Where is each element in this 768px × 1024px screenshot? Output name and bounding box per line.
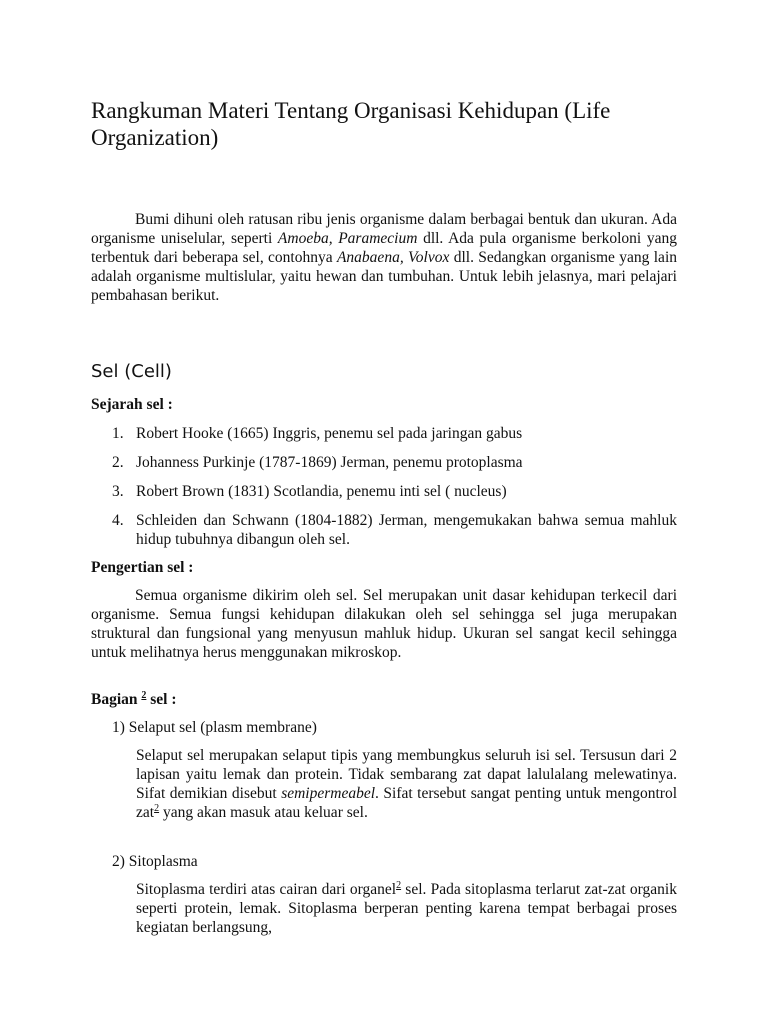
intro-text-3: dll. Sedangkan organisme yang lain adalah organisme multislular, yaitu hewan dan tumbuhan. Untuk lebih jelasnya, mari pelajari pembahasan berikut. [91,249,677,304]
bagian-heading [91,690,177,709]
intro-italic-2: Anabaena, Volvox [336,249,450,266]
pengertian-heading: Pengertian sel : [91,559,194,576]
selaput-text-3: yang akan masuk atau keluar sel. [159,804,368,821]
bagian-heading-text: Bagian [91,691,142,708]
list-item [112,424,677,443]
sitoplasma-paragraph [136,880,677,937]
intro-text-2: dll. Ada pula organisme berkoloni yang terbentuk dari beberapa sel, contohnya [91,230,677,266]
sitoplasma-sup: 2 [396,879,402,891]
selaput-italic: semipermeabel [281,785,376,802]
pengertian-paragraph: Semua organisme dikirim oleh sel. Sel merupakan unit dasar kehidupan terkecil dari organisme. Semua fungsi kehidupan dilakukan oleh sel sehingga sel juga merupakan struktural dan fungsional yang menyusun mahluk hidup. Ukuran sel sangat kecil sehingga untuk melihatnya herus menggunakan mikroskop. [91,587,677,661]
bagian-heading-sup: 2 [141,689,147,701]
intro-paragraph [91,210,677,305]
list-item-text: Robert Hooke (1665) Inggris, penemu sel pada jaringan gabus [136,425,523,442]
list-item [112,482,677,501]
bagian-item-title: 2) Sitoplasma [112,853,198,870]
bagian-heading-suffix: sel : [146,691,177,708]
list-item-number: 3. [112,483,124,500]
list-item-number: 4. [112,512,124,529]
list-item-text: Robert Brown (1831) Scotlandia, penemu inti sel ( nucleus) [136,483,507,500]
intro-text-1: Bumi dihuni oleh ratusan ribu jenis organisme dalam berbagai bentuk dan ukuran. Ada organisme uniselular, seperti [91,211,677,247]
selaput-sup: 2 [154,802,160,814]
list-item-number: 1. [112,425,124,442]
list-item-number: 2. [112,454,124,471]
bagian-item-title: 1) Selaput sel (plasm membrane) [112,719,317,736]
sejarah-list [112,424,677,549]
selaput-paragraph [136,746,677,822]
selaput-text-1: Selaput sel merupakan selaput tipis yang membungkus seluruh isi sel. Tersusun dari 2 lapisan yaitu lemak dan protein. Tidak sembarang zat dapat lalulalang melewatinya. Sifat demikian disebut [136,747,677,802]
sitoplasma-text-1: Sitoplasma terdiri atas cairan dari organel [136,881,397,898]
list-item-text: Johanness Purkinje (1787-1869) Jerman, penemu protoplasma [136,454,523,471]
list-item [112,453,677,472]
intro-italic-1: Amoeba, Paramecium [277,230,418,247]
selaput-text-2: . Sifat tersebut sangat penting untuk mengontrol zat [136,785,677,821]
sejarah-heading: Sejarah sel : [91,396,173,413]
section-title: Sel (Cell) [91,361,172,382]
sitoplasma-text-2: sel. Pada sitoplasma terlarut zat-zat organik seperti protein, lemak. Sitoplasma berperan penting karena tempat berbagai proses kegiatan berlangsung, [136,881,677,936]
page-title: Rangkuman Materi Tentang Organisasi Kehidupan (Life Organization) [91,98,611,150]
list-item [112,511,677,549]
list-item-text: Schleiden dan Schwann (1804-1882) Jerman, mengemukakan bahwa semua mahluk hidup tubuhnya dibangun oleh sel. [136,512,677,548]
